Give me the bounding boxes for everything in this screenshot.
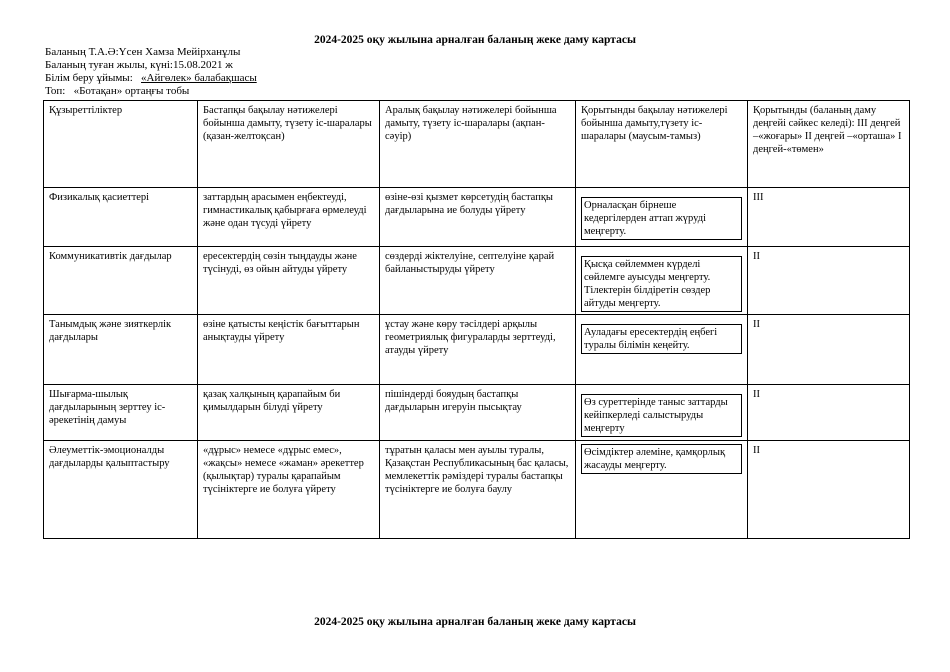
table-header-row [44,101,910,188]
table-row [44,315,910,385]
final-cell [576,188,748,247]
interim-cell: өзіне-өзі қызмет көрсетудің бастапқы дағдыларына ие болуды үйрету [380,188,576,247]
table-row [44,385,910,441]
organization-value: «Айгөлек» балабақшасы [141,72,257,84]
header-conclusion: Қорытынды (баланың даму деңгейі сәйкес келеді): III деңгей –«жоғары» II деңгей –«орташа» I деңгей-«төмен» [748,101,910,188]
child-name-label: Баланың Т.А.Ә: [45,46,119,58]
final-text: Қысқа сөйлеммен күрделі сөйлемге ауысуды меңгерту. Тілектерін білдіретін сөздер айтуды меңгерту. [581,256,742,312]
final-text: Өсімдіктер әлеміне, қамқорлық жасауды меңгерту. [581,444,742,474]
final-cell [576,385,748,441]
birth-date-label: Баланың туған жылы, күні: [45,59,173,71]
level-cell: II [748,315,910,385]
header-competency: Құзыреттіліктер [44,101,198,188]
final-text: Орналасқан бірнеше кедергілерден аттап жүруді меңгерту. [581,197,742,240]
interim-cell: пішіндерді бояудың бастапқы дағдыларын игеруін пысықтау [380,385,576,441]
final-text: Ауладағы ересектердің еңбегі туралы білімін кеңейту. [581,324,742,354]
table-row [44,247,910,315]
child-name-value: Үсен Хамза Мейірханұлы [118,46,241,58]
birth-date-value: 15.08.2021 ж [173,59,233,71]
interim-cell: тұратын қаласы мен ауылы туралы, Қазақстан Республикасының бас қаласы, мемлекеттік рәміздері туралы бастапқы түсініктерге ие болуға баулу [380,441,576,539]
group-label: Топ: [45,85,66,97]
interim-cell: ұстау және көру тәсілдері арқылы геометриялық фигураларды зерттеуді, атауды үйрету [380,315,576,385]
header-initial: Бастапқы бақылау нәтижелері бойынша дамыту, түзету іс-шаралары (қазан-желтоқсан) [198,101,380,188]
development-table [43,100,910,539]
header-interim: Аралық бақылау нәтижелері бойынша дамыту, түзету іс-шаралары (ақпан-сәуір) [380,101,576,188]
level-cell: II [748,441,910,539]
final-cell [576,247,748,315]
initial-cell: ересектердің сөзін тыңдауды және түсінуді, өз ойын айтуды үйрету [198,247,380,315]
birth-date-line [45,59,233,72]
table-row [44,188,910,247]
organization-line [45,72,257,85]
final-cell [576,441,748,539]
level-cell: II [748,247,910,315]
competency-cell: Коммуникативтік дағдылар [44,247,198,315]
initial-cell: қазақ халқының қарапайым би қимылдарын білуді үйрету [198,385,380,441]
header-final: Қорытынды бақылау нәтижелері бойынша дамыту,түзету іс-шаралары (маусым-тамыз) [576,101,748,188]
final-text: Өз суреттерінде таныс заттарды кейіпкерледі салыстыруды меңгерту [581,394,742,437]
initial-cell: заттардың арасымен еңбектеуді, гимнастикалық қабырғаға өрмелеуді және одан түсуді үйрету [198,188,380,247]
document-title: 2024-2025 оқу жылына арналған баланың жеке даму картасы [314,34,636,46]
final-cell [576,315,748,385]
competency-cell: Әлеуметтік-эмоционалды дағдыларды қалыптастыру [44,441,198,539]
organization-label: Білім беру ұйымы: [45,72,133,84]
competency-cell: Танымдық және зияткерлік дағдылары [44,315,198,385]
initial-cell: «дұрыс» немесе «дұрыс емес», «жақсы» немесе «жаман» әрекеттер (қылықтар) туралы қарапайым түсініктерге ие болуға үйрету [198,441,380,539]
level-cell: III [748,188,910,247]
initial-cell: өзіне қатысты кеңістік бағыттарын анықтауды үйрету [198,315,380,385]
next-page-title: 2024-2025 оқу жылына арналған баланың жеке даму картасы [314,616,636,628]
level-cell: II [748,385,910,441]
child-name-line [45,46,240,59]
competency-cell: Физикалық қасиеттері [44,188,198,247]
group-value: «Ботақан» ортаңғы тобы [73,85,190,97]
group-line [45,85,189,98]
competency-cell: Шығарма-шылық дағдыларының зерттеу іс-әрекетінің дамуы [44,385,198,441]
table-row [44,441,910,539]
interim-cell: сөздерді жіктелуіне, септелуіне қарай байланыстыруды үйрету [380,247,576,315]
